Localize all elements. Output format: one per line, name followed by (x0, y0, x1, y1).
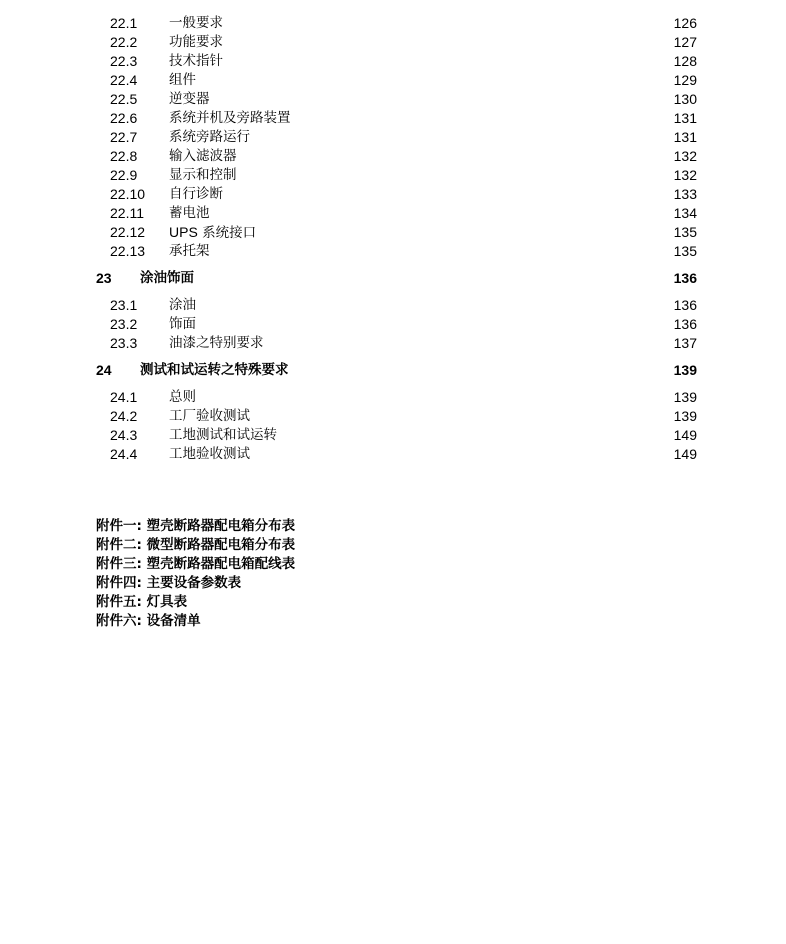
section-title: 工地测试和试运转 (169, 427, 277, 443)
toc-entry[interactable] (0, 445, 786, 464)
section-title: 蓄电池 (169, 205, 210, 221)
toc-entry[interactable] (0, 388, 786, 407)
section-title: 总则 (169, 389, 196, 405)
section-title: 显示和控制 (169, 167, 237, 183)
table-of-contents (0, 14, 786, 464)
page-number: 136 (673, 297, 697, 313)
toc-entry[interactable] (0, 166, 786, 185)
section-title: 组件 (169, 72, 196, 88)
section-number: 23.3 (110, 335, 138, 351)
section-number: 22.6 (110, 110, 138, 126)
section-title: 系统并机及旁路装置 (169, 110, 291, 126)
section-title: 自行诊断 (169, 186, 223, 202)
section-number: 22.12 (110, 224, 146, 240)
toc-entry[interactable] (0, 315, 786, 334)
toc-entry[interactable] (0, 223, 786, 242)
toc-entry[interactable] (0, 71, 786, 90)
section-title: 工厂验收测试 (169, 408, 250, 424)
section-number: 23.1 (110, 297, 138, 313)
section-number: 22.2 (110, 34, 138, 50)
chapter-number: 23 (96, 270, 112, 286)
page-number: 132 (673, 148, 697, 164)
section-number: 24.3 (110, 427, 138, 443)
chapter-title: 涂油饰面 (140, 270, 194, 286)
page-number: 136 (673, 270, 697, 286)
appendix-item[interactable]: 附件二: 微型断路器配电箱分布表 (96, 537, 296, 553)
section-number: 22.3 (110, 53, 138, 69)
toc-entry[interactable] (0, 14, 786, 33)
section-title-cjk: 系统接口 (197, 225, 257, 241)
toc-entry[interactable] (0, 128, 786, 147)
toc-entry[interactable] (0, 33, 786, 52)
page-number: 149 (673, 446, 697, 462)
toc-chapter-entry[interactable] (0, 357, 786, 384)
page-number: 149 (673, 427, 697, 443)
section-number: 22.5 (110, 91, 138, 107)
toc-entry[interactable] (0, 90, 786, 109)
section-number: 22.7 (110, 129, 138, 145)
section-title: 系统旁路运行 (169, 129, 250, 145)
section-title: 功能要求 (169, 34, 223, 50)
section-title: 涂油 (169, 297, 196, 313)
appendix-item[interactable]: 附件五: 灯具表 (96, 594, 188, 610)
appendix-item[interactable]: 附件一: 塑壳断路器配电箱分布表 (96, 518, 296, 534)
toc-entry[interactable] (0, 334, 786, 353)
section-number: 22.13 (110, 243, 146, 259)
appendix-item[interactable]: 附件三: 塑壳断路器配电箱配线表 (96, 556, 296, 572)
page-number: 133 (673, 186, 697, 202)
toc-entry[interactable] (0, 407, 786, 426)
appendix-item[interactable]: 附件四: 主要设备参数表 (96, 575, 242, 591)
toc-entry[interactable] (0, 147, 786, 166)
page-number: 135 (673, 243, 697, 259)
chapter-number: 24 (96, 362, 112, 378)
toc-entry[interactable] (0, 204, 786, 223)
page-number: 132 (673, 167, 697, 183)
appendix-list (96, 517, 295, 631)
section-number: 24.1 (110, 389, 138, 405)
section-title: 逆变器 (169, 91, 210, 107)
page-number: 134 (673, 205, 697, 221)
section-number: 22.8 (110, 148, 138, 164)
section-title: 一般要求 (169, 15, 223, 31)
toc-entry[interactable] (0, 185, 786, 204)
section-title: 技术指针 (169, 53, 223, 69)
toc-entry[interactable] (0, 296, 786, 315)
page-number: 131 (673, 110, 697, 126)
toc-entry[interactable] (0, 242, 786, 261)
section-title-latin: UPS (169, 224, 198, 240)
page-number: 139 (673, 408, 697, 424)
section-title: 工地验收测试 (169, 446, 250, 462)
page-number: 135 (673, 224, 697, 240)
page-number: 139 (673, 389, 697, 405)
page-number: 126 (673, 15, 697, 31)
page-number: 139 (673, 362, 697, 378)
section-number: 22.9 (110, 167, 138, 183)
page-number: 137 (673, 335, 697, 351)
section-number: 22.1 (110, 15, 138, 31)
page-number: 131 (673, 129, 697, 145)
page-number: 128 (673, 53, 697, 69)
section-title: 承托架 (169, 243, 210, 259)
page-number: 130 (673, 91, 697, 107)
page-number: 129 (673, 72, 697, 88)
section-title: 饰面 (169, 316, 196, 332)
page-number: 127 (673, 34, 697, 50)
section-number: 22.4 (110, 72, 138, 88)
toc-entry[interactable] (0, 109, 786, 128)
section-title (169, 223, 256, 243)
appendix-item[interactable]: 附件六: 设备清单 (96, 613, 201, 629)
section-number: 24.4 (110, 446, 138, 462)
toc-entry[interactable] (0, 52, 786, 71)
toc-chapter-entry[interactable] (0, 265, 786, 292)
page-number: 136 (673, 316, 697, 332)
section-number: 24.2 (110, 408, 138, 424)
toc-entry[interactable] (0, 426, 786, 445)
section-title: 输入滤波器 (169, 148, 237, 164)
section-number: 22.11 (110, 205, 144, 221)
section-title: 油漆之特别要求 (169, 335, 264, 351)
chapter-title: 测试和试运转之特殊要求 (140, 362, 289, 378)
section-number: 22.10 (110, 186, 146, 202)
section-number: 23.2 (110, 316, 138, 332)
